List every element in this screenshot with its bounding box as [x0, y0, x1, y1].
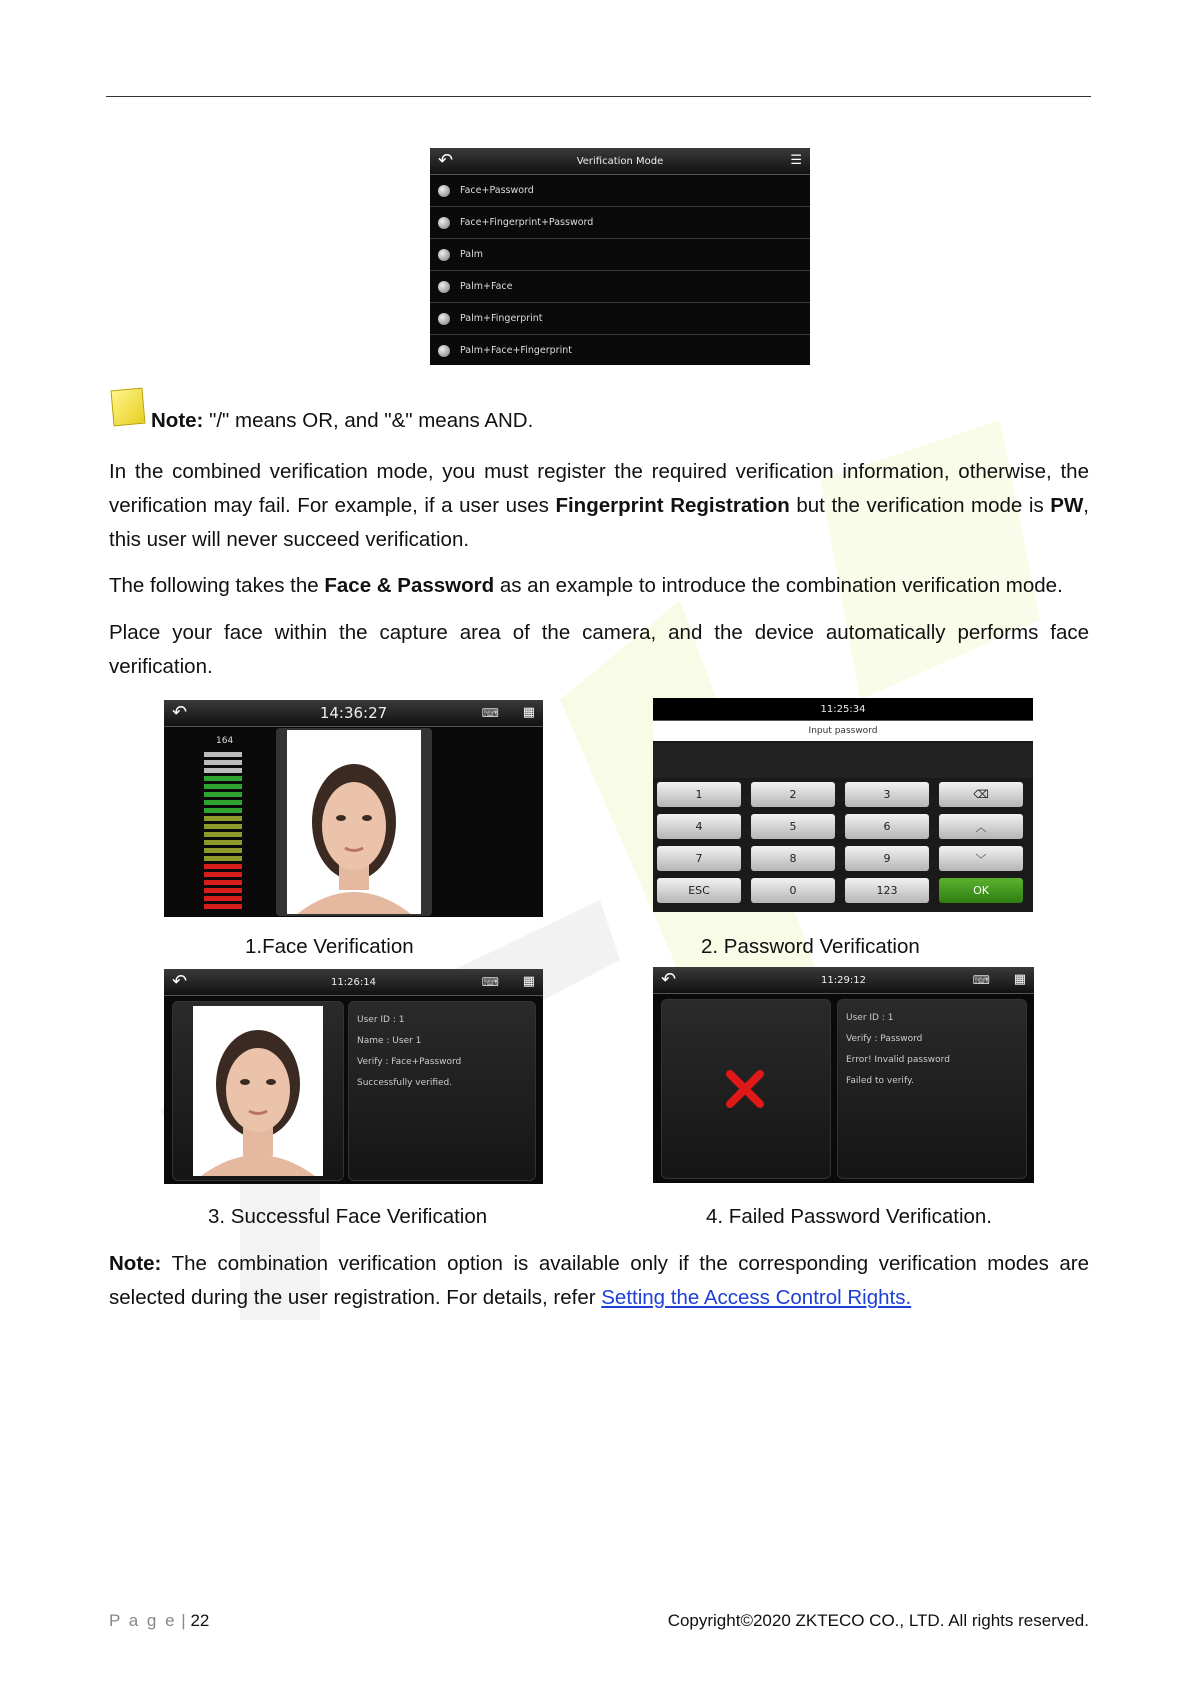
vm-title: Verification Mode [576, 155, 664, 167]
key-5[interactable]: 5 [751, 814, 835, 839]
info-line: Error! Invalid password [846, 1055, 950, 1065]
radio-icon[interactable] [438, 185, 450, 197]
photo-panel [172, 1001, 344, 1181]
vm-header [430, 148, 810, 175]
signal-bar [204, 848, 242, 853]
vm-item[interactable]: Palm+Face [430, 271, 810, 303]
signal-bar [204, 776, 242, 781]
face-verification-screen [164, 700, 543, 917]
signal-bar [204, 824, 242, 829]
face-header [164, 700, 543, 727]
back-arrow-icon[interactable]: ↶ [172, 971, 188, 992]
back-arrow-icon[interactable]: ↶ [661, 969, 677, 990]
vm-item[interactable]: Palm [430, 239, 810, 271]
sort-icon[interactable]: ☰ [790, 153, 802, 168]
note-combination: Note: The combination verification option is available only if the corresponding verification modes are selected during the user registration. For details, refer Setting the Access Control Rights. [109, 1252, 1089, 1309]
page-number: P a g e | 22 [109, 1611, 210, 1630]
red-x-icon [724, 1068, 766, 1110]
vm-item[interactable]: Face+Fingerprint+Password [430, 207, 810, 239]
signal-bar [204, 760, 242, 765]
paragraph-combined-mode: In the combined verification mode, you must register the required verification information, otherwise, the verification may fail. For example, if a user uses Fingerprint Registration but the verification mode is PW, this user will never succeed verification. [109, 460, 1089, 551]
face-photo [287, 730, 421, 914]
face-score: 164 [216, 736, 234, 746]
fail-header [653, 967, 1034, 994]
signal-bar [204, 840, 242, 845]
success-time: 11:26:14 [331, 976, 376, 988]
success-screen [164, 969, 543, 1184]
pw-header [653, 698, 1033, 721]
info-line: User ID : 1 [846, 1013, 894, 1023]
keyboard-icon[interactable]: ⌨ [481, 706, 499, 720]
key-9[interactable]: 9 [845, 846, 929, 871]
back-arrow-icon[interactable]: ↶ [172, 702, 188, 723]
key-down[interactable]: ﹀ [939, 846, 1023, 871]
signal-bar [204, 864, 242, 869]
paragraph-example: The following takes the Face & Password as an example to introduce the combination verification mode. [109, 574, 1063, 597]
key-7[interactable]: 7 [657, 846, 741, 871]
signal-bar [204, 784, 242, 789]
result-panel [661, 999, 831, 1179]
sticky-note-icon [110, 388, 145, 427]
menu-grid-icon[interactable]: ▦ [522, 705, 535, 720]
radio-icon[interactable] [438, 217, 450, 229]
info-panel [837, 999, 1027, 1179]
signal-bar [204, 872, 242, 877]
radio-icon[interactable] [438, 345, 450, 357]
key-123[interactable]: 123 [845, 878, 929, 903]
face-photo [193, 1006, 323, 1176]
key-up[interactable]: ︿ [939, 814, 1023, 839]
signal-bar [204, 808, 242, 813]
key-8[interactable]: 8 [751, 846, 835, 871]
signal-bar [204, 832, 242, 837]
key-3[interactable]: 3 [845, 782, 929, 807]
key-ok[interactable]: OK [939, 878, 1023, 903]
signal-bar [204, 792, 242, 797]
copyright: Copyright©2020 ZKTECO CO., LTD. All rights reserved. [667, 1611, 1089, 1630]
face-time: 14:36:27 [319, 704, 388, 722]
paragraph-place-face: Place your face within the capture area of the camera, and the device automatically performs face verification. [109, 621, 1089, 678]
info-line: Successfully verified. [357, 1078, 453, 1088]
keyboard-icon[interactable]: ⌨ [972, 973, 990, 987]
fail-screen [653, 967, 1034, 1183]
success-header [164, 969, 543, 996]
caption-failed-password: 4. Failed Password Verification. [706, 1205, 992, 1228]
fail-time: 11:29:12 [821, 974, 866, 986]
menu-grid-icon[interactable]: ▦ [1013, 972, 1026, 987]
back-arrow-icon[interactable]: ↶ [438, 150, 454, 171]
info-line: User ID : 1 [357, 1015, 405, 1025]
radio-icon[interactable] [438, 249, 450, 261]
signal-bar [204, 752, 242, 757]
vm-item[interactable]: Face+Password [430, 175, 810, 207]
radio-icon[interactable] [438, 313, 450, 325]
signal-bar [204, 856, 242, 861]
signal-bar [204, 904, 242, 909]
caption-password-verification: 2. Password Verification [701, 935, 920, 958]
info-line: Verify : Face+Password [357, 1057, 462, 1067]
info-line: Failed to verify. [846, 1076, 914, 1086]
key-backspace[interactable]: ⌫ [939, 782, 1023, 807]
radio-icon[interactable] [438, 281, 450, 293]
info-line: Verify : Password [846, 1034, 923, 1044]
signal-bar [204, 880, 242, 885]
pw-input[interactable]: Input password [653, 721, 1033, 741]
caption-face-verification: 1.Face Verification [245, 935, 414, 958]
menu-grid-icon[interactable]: ▦ [522, 974, 535, 989]
signal-bar [204, 816, 242, 821]
key-1[interactable]: 1 [657, 782, 741, 807]
key-4[interactable]: 4 [657, 814, 741, 839]
caption-successful-face: 3. Successful Face Verification [208, 1205, 488, 1228]
face-frame [276, 728, 432, 916]
key-0[interactable]: 0 [751, 878, 835, 903]
signal-bar [204, 888, 242, 893]
info-panel [348, 1001, 536, 1181]
verification-mode-screen [430, 148, 810, 365]
signal-bar [204, 768, 242, 773]
keyboard-icon[interactable]: ⌨ [481, 975, 499, 989]
vm-item[interactable]: Palm+Fingerprint [430, 303, 810, 335]
key-esc[interactable]: ESC [657, 878, 741, 903]
signal-bar [204, 800, 242, 805]
vm-item[interactable]: Palm+Face+Fingerprint [430, 335, 810, 365]
info-line: Name : User 1 [357, 1036, 422, 1046]
signal-bar [204, 896, 242, 901]
key-6[interactable]: 6 [845, 814, 929, 839]
pw-display [653, 743, 1033, 778]
access-control-link[interactable]: Setting the Access Control Rights. [601, 1286, 912, 1309]
password-screen [653, 698, 1033, 912]
key-2[interactable]: 2 [751, 782, 835, 807]
note-or-and: Note: "/" means OR, and "&" means AND. [151, 409, 534, 432]
pw-time: 11:25:34 [820, 703, 866, 715]
